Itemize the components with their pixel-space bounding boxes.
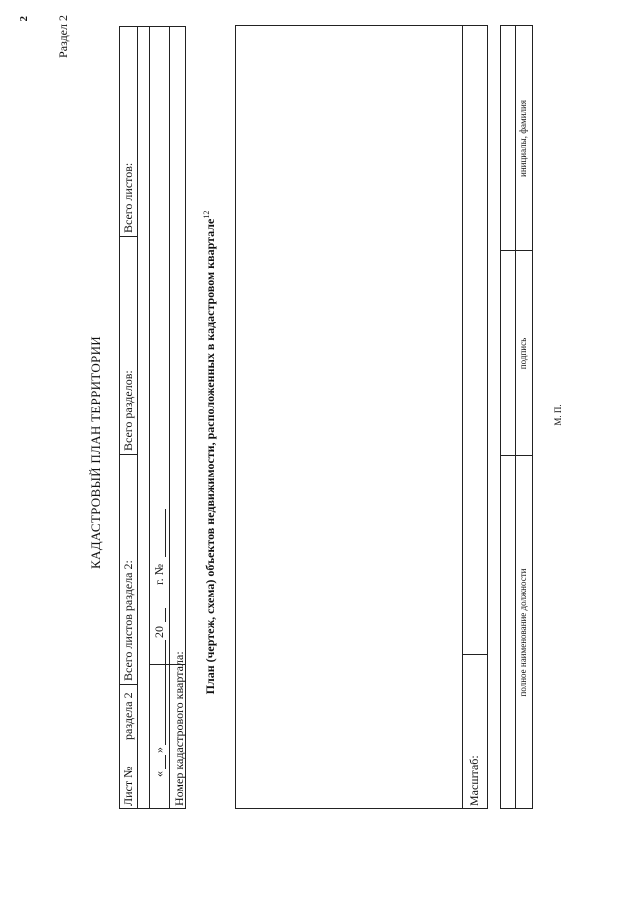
date-year: 20 (152, 626, 166, 638)
scale-label: Масштаб: (467, 755, 481, 806)
signature-caption: подпись (518, 337, 528, 370)
sheet-number-label: Лист № (121, 766, 135, 806)
total-sections-label: Всего разделов: (121, 370, 135, 451)
plan-heading: План (чертеж, схема) объектов недвижимости, расположенных в кадастровом квартале$^{12}$ (202, 210, 217, 695)
name-caption: инициалы, фамилия (518, 100, 528, 177)
page-title: КАДАСТРОВЫЙ ПЛАН ТЕРРИТОРИИ (88, 336, 103, 569)
total-sheets-section-label: Всего листов раздела 2: (121, 560, 135, 681)
page-number: 2 (18, 16, 30, 22)
stamp-placeholder: М. П. (553, 404, 563, 426)
section-of-label: раздела 2 (121, 692, 135, 740)
position-caption: полное наименование должности (518, 568, 528, 697)
date-close-quote: » (152, 747, 166, 753)
footnote-marker: 12 (202, 210, 211, 219)
date-open-quote: « (152, 771, 166, 777)
total-sheets-label: Всего листов: (121, 162, 135, 233)
date-number-label: г. № (152, 563, 166, 585)
cadastral-block-label: Номер кадастрового квартала: (172, 651, 186, 806)
section-label: Раздел 2 (56, 15, 70, 58)
